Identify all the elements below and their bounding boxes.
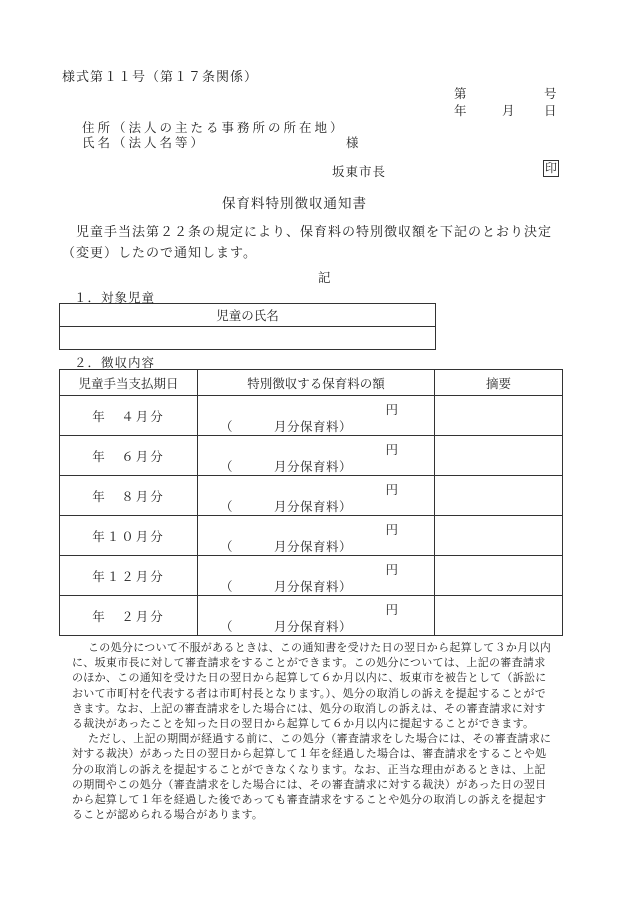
address-label: 住所（法人の主たる事務所の所在地） — [82, 120, 346, 135]
table-row — [60, 556, 563, 596]
date-day: 日 — [544, 103, 557, 118]
form-number: 様式第１１号（第１７条関係） — [62, 70, 259, 85]
issuer-name: 坂東市長 — [332, 164, 387, 179]
amount-cell[interactable] — [198, 436, 435, 476]
honorific: 様 — [346, 135, 359, 150]
remarks-cell[interactable] — [435, 556, 563, 596]
payment-period: 年 ６月分 — [60, 436, 198, 476]
open-paren: （ — [220, 499, 233, 514]
document-title: 保育料特別徴収通知書 — [222, 196, 367, 212]
table-row — [60, 436, 563, 476]
month-fee-note: 月分保育料） — [274, 499, 353, 514]
month-fee-note: 月分保育料） — [274, 579, 353, 594]
open-paren: （ — [220, 539, 233, 554]
remarks-cell[interactable] — [435, 516, 563, 556]
amount-cell[interactable] — [198, 596, 435, 636]
payment-period: 年 ２月分 — [60, 596, 198, 636]
date-month: 月 — [502, 103, 515, 118]
month-fee-note: 月分保育料） — [274, 419, 353, 434]
amount-cell[interactable] — [198, 476, 435, 516]
remarks-cell[interactable] — [435, 596, 563, 636]
month-fee-note: 月分保育料） — [274, 619, 353, 634]
col-remarks: 摘要 — [435, 370, 563, 396]
child-table — [59, 303, 436, 350]
body-text: 児童手当法第２２条の規定により、保育料の特別徴収額を下記のとおり決定（変更）したので通知します。 — [62, 225, 553, 261]
payment-period: 年１０月分 — [60, 516, 198, 556]
table-row — [60, 596, 563, 636]
table-row — [60, 476, 563, 516]
name-label: 氏名（法人名等） — [82, 135, 207, 150]
open-paren: （ — [220, 459, 233, 474]
amount-cell[interactable] — [198, 516, 435, 556]
reference-number-prefix: 第 — [454, 86, 467, 101]
month-fee-note: 月分保育料） — [274, 459, 353, 474]
section2-heading: ２．徴収内容 — [74, 355, 156, 370]
table-row — [60, 396, 563, 436]
amount-cell[interactable] — [198, 556, 435, 596]
child-name-field[interactable] — [60, 327, 436, 350]
collection-table — [59, 369, 563, 636]
payment-period: 年１２月分 — [60, 556, 198, 596]
remarks-cell[interactable] — [435, 476, 563, 516]
child-name-header: 児童の氏名 — [60, 304, 436, 327]
yen-unit: 円 — [385, 482, 398, 497]
reference-number-suffix: 号 — [544, 86, 557, 101]
yen-unit: 円 — [385, 562, 398, 577]
yen-unit: 円 — [385, 522, 398, 537]
remarks-cell[interactable] — [435, 436, 563, 476]
ki-marker: 記 — [318, 270, 331, 285]
month-fee-note: 月分保育料） — [274, 539, 353, 554]
section1-heading: １．対象児童 — [74, 290, 156, 305]
table-row — [60, 516, 563, 556]
notice-paragraph-1: この処分について不服があるときは、この通知書を受けた日の翌日から起算して３か月以内に、坂東市長に対して審査請求をすることができます。この処分については、上記の審査請求のほか、この通知を受けた日の翌日から起算して６か月以内に、坂東市を被告として（訴訟において市町村を代表する者は市町村長となります。）、処分の取消しの訴えを提起することができます。なお、上記の審査請求をした場合には、処分の取消しの訴えは、その審査請求に対する裁決があったことを知った日の翌日から起算して６か月以内に提起することができます。 — [72, 641, 552, 731]
col-payment-date: 児童手当支払期日 — [60, 370, 198, 396]
open-paren: （ — [220, 579, 233, 594]
open-paren: （ — [220, 419, 233, 434]
payment-period: 年 ４月分 — [60, 396, 198, 436]
notice-paragraph-2: ただし、上記の期間が経過する前に、この処分（審査請求をした場合には、その審査請求に対する裁決）があった日の翌日から起算して１年を経過した場合は、審査請求をすることや処分の取消しの訴えを提起することができなくなります。なお、正当な理由があるときは、上記の期間やこの処分（審査請求をした場合には、その審査請求に対する裁決）があった日の翌日から起算して１年を経過した後であっても審査請求をすることや処分の取消しの訴えを提起することが認められる場合があります。 — [72, 732, 552, 822]
seal-stamp: 印 — [545, 161, 558, 175]
date-year: 年 — [454, 103, 467, 118]
open-paren: （ — [220, 619, 233, 634]
payment-period: 年 ８月分 — [60, 476, 198, 516]
yen-unit: 円 — [385, 442, 398, 457]
col-collection-amount: 特別徴収する保育料の額 — [198, 370, 435, 396]
remarks-cell[interactable] — [435, 396, 563, 436]
appeal-notice — [72, 640, 552, 822]
yen-unit: 円 — [385, 402, 398, 417]
yen-unit: 円 — [385, 602, 398, 617]
amount-cell[interactable] — [198, 396, 435, 436]
